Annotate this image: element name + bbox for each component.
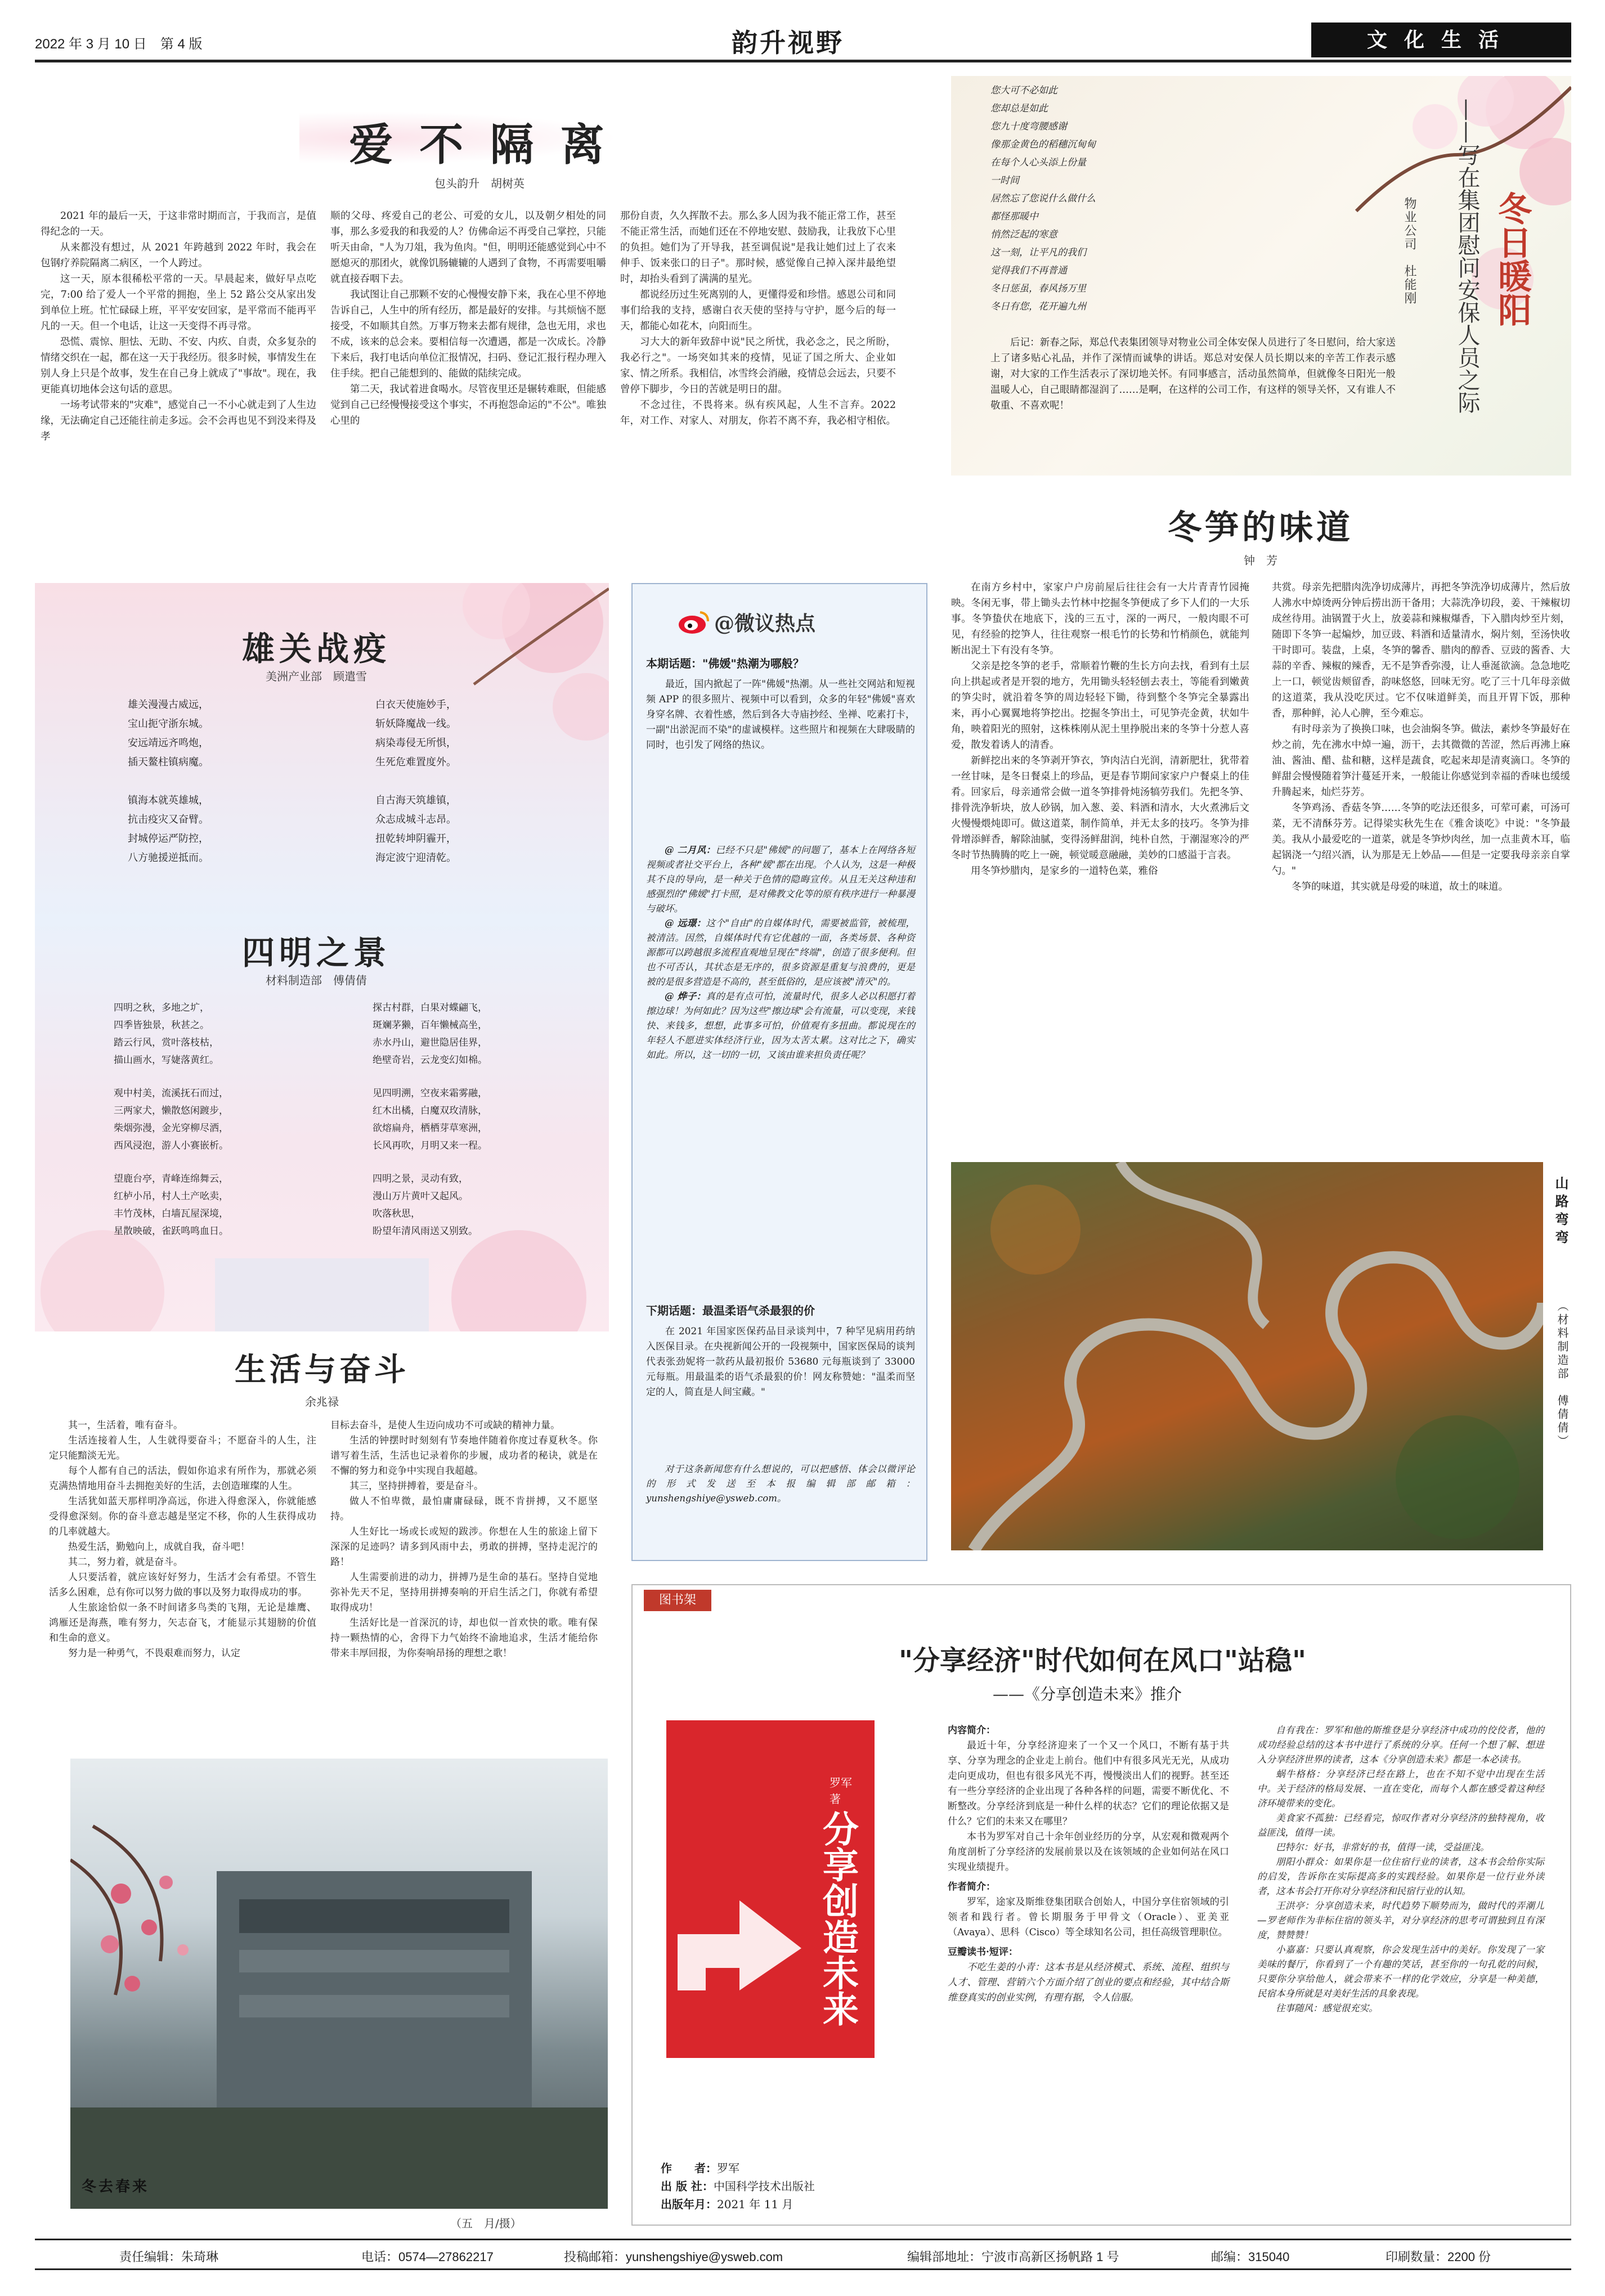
winter-sun-byline: 物业公司 杜能刚 bbox=[1402, 197, 1416, 305]
meta-label: 出版年月： bbox=[661, 2198, 717, 2211]
footer-email[interactable]: 投稿邮箱：yunshengshiye@ysweb.com bbox=[564, 2250, 783, 2264]
poem-line: 封城停运严防控， bbox=[128, 833, 209, 845]
paragraph: 其二，努力着，就是奋斗。 bbox=[68, 1557, 183, 1568]
meta-label: 作 者： bbox=[661, 2162, 717, 2175]
poem-line: 盼望年清风雨送又别致。 bbox=[373, 1226, 478, 1237]
poem-line: 星散映破，雀跃鸣鸣血日。 bbox=[114, 1226, 228, 1237]
bamboo-article bbox=[951, 490, 1571, 1131]
paragraph: 恐慌、震惊、胆怯、无助、不安、内疚、自责，众多复杂的情绪交织在一起，都在这一天于我经历。很多时候，事情发生在别人身上只是个故事，发生在自己身上就成了"事故"。现在，我更能真切地体会这句话的意思。 bbox=[41, 337, 316, 395]
review: 朋阳小群众：如果你是一位住宿行业的读者，这本书会给你实际的启发，告诉你在实际提高多的实践经验。如果你是一位行业外读者，这本书会打开你对分享经济和民宿行业的认知。 bbox=[1257, 1856, 1544, 1896]
poem-line: 吹落秋思， bbox=[373, 1208, 420, 1219]
poem-line bbox=[114, 1069, 328, 1085]
meta-value: 2021 年 11 月 bbox=[717, 2198, 793, 2211]
poem-line: 病染毒侵无所惧， bbox=[375, 737, 456, 749]
footer bbox=[35, 2239, 1571, 2270]
footer-print: 印刷数量：2200 份 bbox=[1386, 2250, 1491, 2264]
poem-line: 望鹿台亭，青峰连绵舞云， bbox=[114, 1173, 228, 1185]
meta-value: 罗军 bbox=[717, 2162, 739, 2175]
paragraph: 本书为罗军对自己十余年创业经历的分享，从宏观和微观两个角度剖析了分享经济的发展前景以及在该领域的企业如何站在风口实现业绩提升。 bbox=[948, 1831, 1229, 1873]
spring-photo-caption: 冬去春来 bbox=[82, 2178, 150, 2195]
paragraph: 人生需要前进的动力，拼搏乃是生命的基石。坚持自觉地弥补先天不足，坚持用拼搏奏响的开启生活之门，你就有希望取得成功！ bbox=[330, 1572, 598, 1613]
poem-line: 红栌小吊，村人土产吆卖， bbox=[114, 1191, 228, 1202]
paragraph: 从来都没有想过，从 2021 年跨越到 2022 年时，我会在包钢疗养院隔离二病区，一个人跨过。 bbox=[41, 242, 316, 269]
author-label: 作者简介： bbox=[948, 1881, 996, 1893]
weibo-comments bbox=[646, 843, 915, 1062]
mountain-road-photo bbox=[951, 1162, 1543, 1550]
poem-line: 踏云行风，赏叶落枝枯， bbox=[114, 1037, 219, 1048]
comment-user: @ 远璟： bbox=[665, 918, 706, 929]
poem-line: 见四明溯，空夜来霜雾融， bbox=[373, 1088, 487, 1099]
poem-line bbox=[114, 1155, 328, 1171]
paragraph: 罗军，途家及斯维登集团联合创始人，中国分享住宿领域的引领者和践行者。曾长期服务于甲骨文（Oracle）、亚美亚（Avaya）、思科（Cisco）等全球知名公司，担任高级管理职位。 bbox=[948, 1896, 1229, 1938]
issue-date: 2022 年 3 月 10 日 第 4 版 bbox=[35, 37, 203, 52]
comment-text: 已经不只是"佛媛"的问题了，基本上在网络各短视频或者社交平台上，各种"媛"都在出现。个人认为，这是一种极其不良的导向，是一种关于色情的隐晦宣传。从且无关这种违和感强烈的"佛媛"打卡照，是对佛教文化等的原有秩序进行一种暴漫与破坏。 bbox=[646, 845, 915, 914]
poem-line: 都怪那暖中 bbox=[990, 211, 1038, 222]
paragraph: 做人不怕卑微，最怕庸庸碌碌，既不肯拼搏，又不愿坚持。 bbox=[330, 1496, 598, 1522]
poem-line: 觉得我们不再普通 bbox=[990, 265, 1067, 276]
review: 美食家不孤独：已经看完，惊叹作者对分享经济的独特视角，收益匪浅，值得一读。 bbox=[1257, 1813, 1544, 1838]
poem-line: 丰竹茂林，白墙瓦屋深境， bbox=[114, 1208, 228, 1219]
love-title: 爱 不 隔 离 bbox=[349, 119, 610, 171]
life-title: 生活与奋斗 bbox=[235, 1351, 409, 1388]
poem-line: 长风再吹，月明又来一程。 bbox=[373, 1140, 487, 1151]
poem-line: 悄然泛起的寒意 bbox=[990, 229, 1057, 240]
poem-line: 像那金黄色的稻穗沉甸甸 bbox=[990, 139, 1096, 150]
poem-line: 赤水丹山，避世隐居佳界， bbox=[373, 1037, 487, 1048]
paragraph: 不吃生姜的小青：这本书是从经济模式、系统、流程、组织与人才、管理、营销六个方面介绍了创业的要点和经验，其中结合斯维登真实的创业实例，有理有据，令人信服。 bbox=[948, 1962, 1229, 2003]
poem-panel bbox=[35, 583, 609, 1331]
meta-row bbox=[661, 2177, 942, 2195]
review: 巴特尔：好书，非常好的书，值得一读，受益匪浅。 bbox=[1276, 1842, 1490, 1853]
poem-line: 居然忘了您说什么做什么 bbox=[990, 193, 1096, 204]
poem-line: 四明之秋，多地之圹， bbox=[114, 1002, 209, 1014]
life-col-2 bbox=[330, 1418, 598, 1661]
bamboo-col-2 bbox=[1272, 580, 1570, 895]
poem-line bbox=[375, 772, 544, 791]
love-article bbox=[35, 84, 924, 563]
life-byline: 余兆禄 bbox=[305, 1395, 339, 1409]
paragraph: 生活犹如蓝天那样明净高远，你进入得愈深入，你就能感受得愈深刻。你的奋斗意志越是坚定不移，你的人生获得成功的几率就越大。 bbox=[49, 1496, 316, 1537]
life-col-1 bbox=[49, 1418, 316, 1661]
book-meta bbox=[661, 2159, 942, 2213]
paragraph: 生活的钟摆时时刻刻有节奏地伴随着你度过春夏秋冬。你谱写着生活，生活也记录着你的步履，成功者的秘诀，就是在不懈的努力和竞争中实现自我超越。 bbox=[330, 1435, 598, 1477]
poem-line: 探古村群，白果对蝶翩飞， bbox=[373, 1002, 487, 1014]
paragraph: 第二天，我试着进食喝水。尽管夜里还是辗转难眠，但能感觉到自己已经慢慢接受这个事实，不再抱怨命运的"不公"。唯独心里的 bbox=[330, 384, 606, 427]
poem-line: 宝山扼守浙东城。 bbox=[128, 718, 209, 730]
content-label: 内容简介： bbox=[948, 1725, 996, 1736]
paragraph: 后记：新春之际，郑总代表集团领导对物业公司全体安保人员进行了冬日慰问，给大家送上了诸多贴心礼品，并作了深情而诚挚的讲话。郑总对安保人员长期以来的辛苦工作表示感谢，对大家的工作生活表示了深切地关怀。有同事感言，活动虽然简单，但就像冬日阳光一般温暖人心，自己眼睛都湿润了……是啊，在这样的公司工作，有这样的领导关怀，又有谁人不敬重、不喜欢呢！ bbox=[990, 337, 1396, 411]
poem-line: 四明之景，灵动有致， bbox=[373, 1173, 468, 1185]
book-col-1 bbox=[948, 1723, 1229, 2006]
poem-line: 扭乾转坤阴霾开， bbox=[375, 833, 456, 845]
book-cover-image bbox=[666, 1720, 875, 2058]
building-blossom-image bbox=[70, 1759, 608, 2209]
paragraph: 不念过往，不畏将来。纵有疾风起，人生不言弃。2022 年，对工作、对家人、对朋友，你若不离不弃，我必相守相依。 bbox=[620, 400, 896, 427]
paragraph: 人只要活着，就应该好好努力，生活才会有希望。不管生活多么困难，总有你可以努力做的事以及努力取得成功的事。 bbox=[49, 1572, 316, 1598]
footer-editor: 责任编辑：朱琦琳 bbox=[119, 2250, 219, 2264]
spring-photo-credit: （五 月/摄） bbox=[450, 2217, 522, 2230]
paragraph: 在 2021 年国家医保药品目录谈判中，7 种罕见病用药纳入医保目录。在央视新闻公开的一段视频中，国家医保局的谈判代表张劲妮将一款药从最初报价 53680 元每瓶谈到了 33000 元每瓶。用最温柔的语气杀最狠的价！网友称赞她："温柔而坚定的人，简直是人间宝藏。" bbox=[646, 1326, 915, 1398]
paragraph: 这一天，原本很稀松平常的一天。早晨起来，做好早点吃完，7:00 给了爱人一个平常的拥抱，坐上 52 路公交从家出发到单位上班。忙忙碌碌上班，平平安安回家，是平常而不能再平凡的一天。但一个电话，让这一天变得不再寻常。 bbox=[41, 273, 316, 332]
paragraph: 最近十年，分享经济迎来了一个又一个风口，不断有基于共享、分享为理念的企业走上前台。他们中有很多风光无光，从成功走向更成功，但也有很多风光不再，慢慢淡出人们的视野。甚至还有一些分享经济的企业出现了各种各样的问题，需要不断优化、不断整改。分享经济到底是一种什么样的状态？它们的理论依据又是什么？它们的未来又在哪里？ bbox=[948, 1740, 1229, 1827]
paragraph: 我试图让自己那颗不安的心慢慢安静下来，我在心里不停地告诉自己，人生中的所有经历，都是最好的安排。与其烦恼不愿接受，不如顺其自然。万事万物来去都有规律，急也无用，求也不成，该来的总会来。要相信每一次遭遇，都是一次成长。冷静下来后，我打电话向单位汇报情况，扫码、登记汇报行程办理入住手续。把自己能想到的、能做的陆续完成。 bbox=[330, 289, 606, 379]
bamboo-col-1 bbox=[951, 580, 1249, 879]
poem-line: 海定波宁迎清乾。 bbox=[375, 852, 456, 864]
paragraph: 人生好比一场或长或短的跋涉。你想在人生的旅途上留下深深的足迹吗？请多到风雨中去，勇敢的拼搏，坚持走泥泞的路！ bbox=[330, 1526, 598, 1568]
comment-text: 这个"自由"的自媒体时代，需要被监管，被梳理，被清洁。因然，自媒体时代有它优越的一面，各类场景、各种资源都可以跨越很多流程直观地呈现在"终端"，创造了很多便利。但也不可否认，其状态是无序的，很多资源是重复与浪费的，更是被的是很多营造是不高的，甚至低俗的，是应该被"清灭"的。 bbox=[646, 918, 915, 987]
weibo-comment bbox=[646, 989, 915, 1062]
poem-line: 插天鳌柱镇病魔。 bbox=[128, 756, 209, 768]
header-rule bbox=[35, 60, 1571, 62]
bamboo-title: 冬笋的味道 bbox=[1168, 508, 1353, 548]
poem-line: 红木出橘，白魔双玫清脉， bbox=[373, 1105, 487, 1116]
poem-line: 斩妖降魔战一线。 bbox=[375, 718, 456, 730]
fight-title: 雄关战疫 bbox=[241, 630, 391, 668]
poem-line bbox=[128, 772, 297, 791]
winding-road-image bbox=[951, 1162, 1543, 1550]
comment-text: 真的是有点可怕，流量时代，很多人必以积愿打着擦边球！为何如此？因为这些"擦边球"会有流量，可以变现，来钱快、来钱多，想想，此事多可怕，价值观有多扭曲。都说现在的年轻人不愿进实体经济行业，因为太苦太累。这对比之下，确实如此。所以，这一切的一切，又该由谁来担负责任呢？ bbox=[646, 991, 916, 1060]
poem-line: 观中村美，流溪抚石而过， bbox=[114, 1088, 228, 1099]
comment-user: @ 二月风： bbox=[665, 845, 716, 855]
paragraph: 生活好比是一首深沉的诗，却也似一首欢快的歌。唯有保持一颗热情的心，舍得下力气始终不渝地追求，生活才能给你带来丰厚回报，为你奏响昂扬的理想之歌！ bbox=[330, 1617, 598, 1659]
poem-line: 描山画水，写婕落黄红。 bbox=[114, 1055, 219, 1066]
poem-line: 三两家犬，懒散悠闲踱步， bbox=[114, 1105, 228, 1116]
newspaper-brand: 韵升视野 bbox=[732, 28, 844, 58]
love-col-2 bbox=[330, 208, 606, 429]
weibo-this-topic: 本期话题："佛媛"热潮为哪般？ bbox=[646, 657, 804, 670]
paragraph: 热爱生活，勤勉向上，成就自我，奋斗吧！ bbox=[68, 1541, 250, 1553]
paragraph: 其一，生活着，唯有奋斗。 bbox=[68, 1420, 183, 1431]
poem-line: 冬日惩虽，春风扬万里 bbox=[990, 283, 1086, 294]
siming-poem-left bbox=[114, 999, 328, 1240]
footer-postcode: 邮编：315040 bbox=[1211, 2250, 1290, 2264]
fight-poem-right bbox=[375, 696, 544, 868]
poem-line: 您大可不必如此 bbox=[990, 85, 1057, 96]
winter-sun-panel bbox=[951, 76, 1571, 476]
weibo-next-intro bbox=[646, 1324, 915, 1400]
poem-line: 在每个人心头添上份量 bbox=[990, 157, 1086, 168]
poem-line: 雄关漫漫古威远， bbox=[128, 699, 209, 711]
paragraph: 一场考试带来的"灾难"，感觉自己一不小心就走到了人生边缘，无法确定自己还能往前走多远。会不会再也见不到没来得及孝 bbox=[41, 400, 316, 442]
review: 往事随风：感觉很充实。 bbox=[1276, 2003, 1378, 2014]
weibo-intro bbox=[646, 677, 915, 753]
poem-line: 抗击疫灾又奋臂。 bbox=[128, 814, 209, 826]
paragraph: 其三，坚持拼搏着，要是奋斗。 bbox=[349, 1481, 483, 1492]
life-article bbox=[35, 1345, 609, 1750]
paragraph: 用冬笋炒腊肉，是家乡的一道特色菜，雅俗 bbox=[971, 866, 1158, 877]
poem-line: 镇海本就英雄城， bbox=[128, 795, 209, 806]
douban-label: 豆瓣读书·短评： bbox=[948, 1947, 1018, 1958]
meta-label: 出 版 社： bbox=[661, 2180, 714, 2193]
paragraph: 习大大的新年致辞中说"民之所忧，我必念之，民之所盼，我必行之"。一场突如其来的疫情，见证了国之所大、企业如家、情之所系。我相信，冰雪终会消融，疫情总会远去，只要不曾停下脚步，今日的苦就是明日的甜。 bbox=[620, 337, 896, 395]
paragraph: 目标去奋斗，是使人生迈向成功不可或缺的精神力量。 bbox=[330, 1420, 560, 1431]
review: 小嘉嘉：只要认真观察，你会发现生活中的美好。你发现了一家美味的餐厅，你看到了一个有趣的笑话，甚至你的一句孔乾的问候，只要你分享给他人，就会带来不一样的化学效应，分享是一种美德，民宿本身所就是对美好生活的具象表现。 bbox=[1257, 1944, 1544, 1999]
paragraph: 新鲜挖出来的冬笋剥开笋衣，笋肉洁白光润，清新肥壮，犹带着一丝甘味，是冬日餐桌上的珍品，更是春节期间家家户户餐桌上的佳肴。回家后，母亲通常会做一道冬笋排骨炖汤犒劳我们。先把冬笋、排骨洗净斩块，放人砂锅，加入葱、姜、料酒和清水，大火煮沸后文火慢慢煨炖即可。做这道菜，制作简单，并无太多的技巧。冬笋为排骨增添鲜香，解除油腻，变得汤鲜甜润，纯朴自然，于潮湿寒冷的严冬时节热腾腾的吃上一碗，顿觉暖意融融，美妙的口感溢于言表。 bbox=[951, 755, 1249, 861]
paragraph: 人生旅途恰似一条不时间诸多鸟类的飞翔，无论是雄鹰、鸿雁还是海燕，唯有努力，矢志奋飞，才能显示其翅膀的价值和生命的意义。 bbox=[49, 1602, 316, 1644]
paragraph: 冬笋的味道，其实就是母爱的味道，故土的味道。 bbox=[1292, 881, 1508, 893]
book-col-2 bbox=[1257, 1723, 1544, 2016]
weibo-comment bbox=[646, 916, 915, 989]
love-byline: 包头韵升 胡树英 bbox=[434, 177, 524, 190]
poem-line: 柴烟弥漫，金光穿柳尽洒， bbox=[114, 1123, 228, 1134]
book-subtitle: ——《分享创造未来》推介 bbox=[993, 1685, 1182, 1703]
winter-sun-body bbox=[990, 335, 1396, 414]
poem-line: 这一刻，让平凡的我们 bbox=[990, 247, 1086, 258]
fight-byline: 美洲产业部 顾遣雪 bbox=[266, 670, 367, 683]
weibo-logo-icon bbox=[678, 609, 710, 635]
paragraph: 最近，国内掀起了一阵"佛媛"热潮。从一些社交网站和短视频 APP 的很多照片、视频中可以看到，众多的年轻"佛媛"喜欢身穿名牌、衣着性感，然后到各大寺庙抄经、坐禅、吃素打卡，一副"出淤泥而不染"的虚诚模样。这些照片和视频在大肆吸睛的同时，也引发了网络的热议。 bbox=[646, 679, 915, 751]
poem-line: 冬日有您，花开遍九州 bbox=[990, 301, 1086, 312]
paragraph: 都说经历过生死离别的人，更懂得爱和珍惜。感恩公司和同事们给我的支持，感谢白衣天使的坚持与守护，愿今后的每一天，都能心如花木，向阳而生。 bbox=[620, 289, 896, 332]
paragraph: 共赏。母亲先把腊肉洗净切成薄片，再把冬笋洗净切成薄片，然后放人沸水中焯烫两分钟后捞出沥干备用；大蒜洗净切段，姜、干辣椒切成丝待用。油锅置于火上，放姜蒜和辣椒爆香，下入腊肉炒至片刻，随即下冬笋一起煸炒，加豆豉、料酒和适量清水，焖片刻，至汤快收干时即可。装盘，上桌，冬笋的馨香、腊肉的醇香、豆豉的酱香、大蒜的辛香、辣椒的辣香，无不是笋香弥漫，让人垂涎欲滴。急急地吃上一口，顿觉齿颊留香，韵味悠悠，回味无穷。吃了三十几年母亲做的这道菜，我从没吃厌过。它不仅味道鲜美，而且开胃下饭，那种香，那种鲜，沁人心脾，至今难忘。 bbox=[1272, 582, 1570, 719]
weibo-next-topic: 下期话题：最温柔语气杀最狠的价 bbox=[646, 1304, 815, 1317]
paragraph: 有时母亲为了换换口味，也会油焖冬笋。做法，素炒冬笋最好在炒之前，先在沸水中焯一遍，沥干，去其微微的苦涩，然后再沸上麻油、酱油、醋、盐和糖，这样是蔬食，吃起来却是清爽滴口。冬笋的鲜甜会慢慢随着笋汁蔓延开来，一般能让你感觉到幸福的香味也缓缓升腾起来，灿烂芬芳。 bbox=[1272, 724, 1570, 798]
siming-byline: 材料制造部 傅倩倩 bbox=[266, 974, 367, 987]
poem-line: 您九十度弯腰感谢 bbox=[990, 121, 1067, 132]
paragraph: 对于这条新闻您有什么想说的，可以把感悟、体会以微评论的形式发送至本报编辑部邮箱：yunshengshiye@ysweb.com。 bbox=[646, 1464, 915, 1504]
weibo-brand: @微议热点 bbox=[714, 612, 816, 635]
winter-sun-title-sub: ——写在集团慰问安保人员之际 bbox=[1454, 98, 1480, 414]
paragraph: 冬笋鸡汤、香菇冬笋……冬笋的吃法还很多，可荤可素，可汤可菜，无不清酥芬芳。记得梁实秋先生在《雅舍谈吃》中说："冬笋最美。我从小最爱吃的一道菜，就是冬笋炒肉丝，加一点韭黄木耳，临起锅浇一勺绍兴酒，认为那是无上妙品——但是一定要我母亲亲自掌勺。" bbox=[1272, 802, 1570, 877]
poem-line bbox=[373, 1155, 586, 1171]
poem-line: 众志成城斗志昂。 bbox=[375, 814, 456, 826]
poem-line: 八方驰援逆抵而。 bbox=[128, 852, 209, 864]
review: 自有我在：罗军和他的斯维登是分享经济中成功的佼佼者，他的成功经验总结的这本书中进行了系统的分享。任何一个想了解、想进入分享经济世界的读者，这本《分享创造未来》都是一本必读书。 bbox=[1257, 1725, 1544, 1765]
paragraph: 父亲是挖冬笋的老手，常顺着竹鞭的生长方向去找，看到有土层向上拱起或者是开裂的地方，先用锄头轻轻刨去表土，等能看到嫩黄的笋尖时，就沿着冬笋的周边轻轻下锄，待到整个冬笋完全暴露出来，再小心翼翼地将笋挖出。挖掘冬笋出土，可见笋壳金黄，状如牛角，映着阳光的照射，这株株刚从泥土里挣脱出来的冬笋十分惹人喜爱，散发着诱人的清香。 bbox=[951, 661, 1249, 751]
poem-line: 漫山万片黄叶又起风。 bbox=[373, 1191, 468, 1202]
poem-line: 绝壁奇岩，云龙变幻如棉。 bbox=[373, 1055, 487, 1066]
bamboo-byline: 钟 芳 bbox=[1244, 554, 1277, 567]
poem-line: 一时间 bbox=[990, 175, 1019, 186]
poem-line: 西风浸泡，游人小赛嵌析。 bbox=[114, 1140, 228, 1151]
poem-line: 欲熔扁舟，栖栖芽草寒洲， bbox=[373, 1123, 487, 1134]
meta-row bbox=[661, 2159, 942, 2177]
poem-line bbox=[373, 1069, 586, 1085]
paragraph: 顺的父母、疼爱自己的老公、可爱的女儿，以及朝夕相处的同事，那么多爱我的和我爱的人？仿佛命运不再受自己掌控，只能听天由命，"人为刀俎，我为鱼肉。"但，明明还能感觉到心中不愿熄灭的那团火，就像饥肠辘辘的人遇到了食物，不再需要咀嚼就直接吞咽下去。 bbox=[330, 210, 606, 285]
book-cover-author: 罗军 著 bbox=[830, 1776, 852, 1806]
meta-row bbox=[661, 2195, 942, 2213]
poem-line: 斑斓茅獭，百年懒械高坐， bbox=[373, 1020, 487, 1031]
book-review bbox=[631, 1584, 1571, 2226]
poem-line: 白衣天使施妙手， bbox=[375, 699, 456, 711]
section-label: 文化生活 bbox=[1311, 23, 1571, 57]
footer-phone: 电话：0574—27862217 bbox=[361, 2250, 494, 2264]
paragraph: 在南方乡村中，家家户户房前屋后往往会有一大片青青竹园掩映。冬闲无事，带上锄头去竹林中挖掘冬笋便成了乡下人们的一大乐事。冬笋蛰伏在地底下，浅的三五寸，深的一两尺，一般肉眼不可见，有经验的挖笋人，往往观察一根毛竹的长势和竹梢颜色，就能判断出泥土下有没有冬笋。 bbox=[951, 582, 1249, 656]
paragraph: 努力是一种勇气，不畏艰难而努力，认定 bbox=[68, 1648, 240, 1659]
poem-line: 生死危难置度外。 bbox=[375, 756, 456, 768]
comment-user: @ 烨子： bbox=[665, 991, 706, 1002]
winter-sun-title-big: 冬日暖阳 bbox=[1492, 191, 1532, 326]
paragraph: 2021 年的最后一天，于这非常时期而言，于我而言，是值得纪念的一天。 bbox=[41, 210, 316, 237]
book-title: "分享经济"时代如何在风口"站稳" bbox=[898, 1645, 1307, 1676]
footer-address: 编辑部地址：宁波市高新区扬帆路 1 号 bbox=[907, 2250, 1119, 2264]
love-col-1 bbox=[41, 208, 316, 445]
love-col-3 bbox=[620, 208, 896, 429]
winter-sun-poem bbox=[990, 82, 1261, 316]
mountain-road-title: 山路弯弯 bbox=[1553, 1176, 1569, 1248]
poem-line: 安远靖远齐鸣炮， bbox=[128, 737, 209, 749]
mountain-road-credit: （材料制造部 傅倩倩） bbox=[1555, 1300, 1569, 1449]
meta-value: 中国科学技术出版社 bbox=[713, 2180, 815, 2193]
poem-line: 四季皆独景，秋甚之。 bbox=[114, 1020, 209, 1031]
paragraph: 那份自责，久久挥散不去。那么多人因为我不能正常工作，甚至不能正常生活，而她们还在不停地安慰、鼓励我，让我放下心里的负担。她们为了开导我，甚至调侃说"是我让她们过上了衣来伸手、饭来张口的日子"。那时候，感觉像自己掉入深井最绝望时，却抬头看到了满满的星光。 bbox=[620, 210, 896, 285]
book-cover-title: 分享创造未来 bbox=[817, 1810, 859, 2026]
siming-poem-right bbox=[373, 999, 586, 1240]
paragraph: 生活连接着人生，人生就得要奋斗；不愿奋斗的人生，注定只能黯淡无光。 bbox=[49, 1435, 316, 1461]
paragraph: 每个人都有自己的活法，假如你追求有所作为，那就必须克满热情地用奋斗去拥抱美好的生活，去创造璀璨的人生。 bbox=[49, 1465, 316, 1492]
siming-title: 四明之景 bbox=[241, 934, 391, 972]
fight-poem-left bbox=[128, 696, 297, 868]
weibo-hot-topics bbox=[631, 583, 927, 1561]
review: 蜗牛格格：分享经济已经在路上，也在不知不觉中出现在生活中。关于经济的格局发展、一直在变化，而每个人都在感受着这种经济环境带来的变化。 bbox=[1257, 1769, 1544, 1809]
poem-line: 自古海天筑雄镇， bbox=[375, 795, 456, 806]
poem-line: 您却总是如此 bbox=[990, 103, 1048, 114]
book-tag: 图书架 bbox=[644, 1590, 711, 1611]
spring-photo bbox=[70, 1759, 608, 2209]
weibo-comment bbox=[646, 843, 915, 916]
cover-arrow-icon bbox=[672, 1895, 807, 1996]
weibo-outro bbox=[646, 1462, 915, 1506]
review: 王洪亭：分享创造未来，时代趋势下顺势而为，做时代的弄潮儿—罗老师作为非标住宿的领头羊，对分享经济的思考可谓独到且有深度，赞赞赞！ bbox=[1257, 1900, 1544, 1940]
